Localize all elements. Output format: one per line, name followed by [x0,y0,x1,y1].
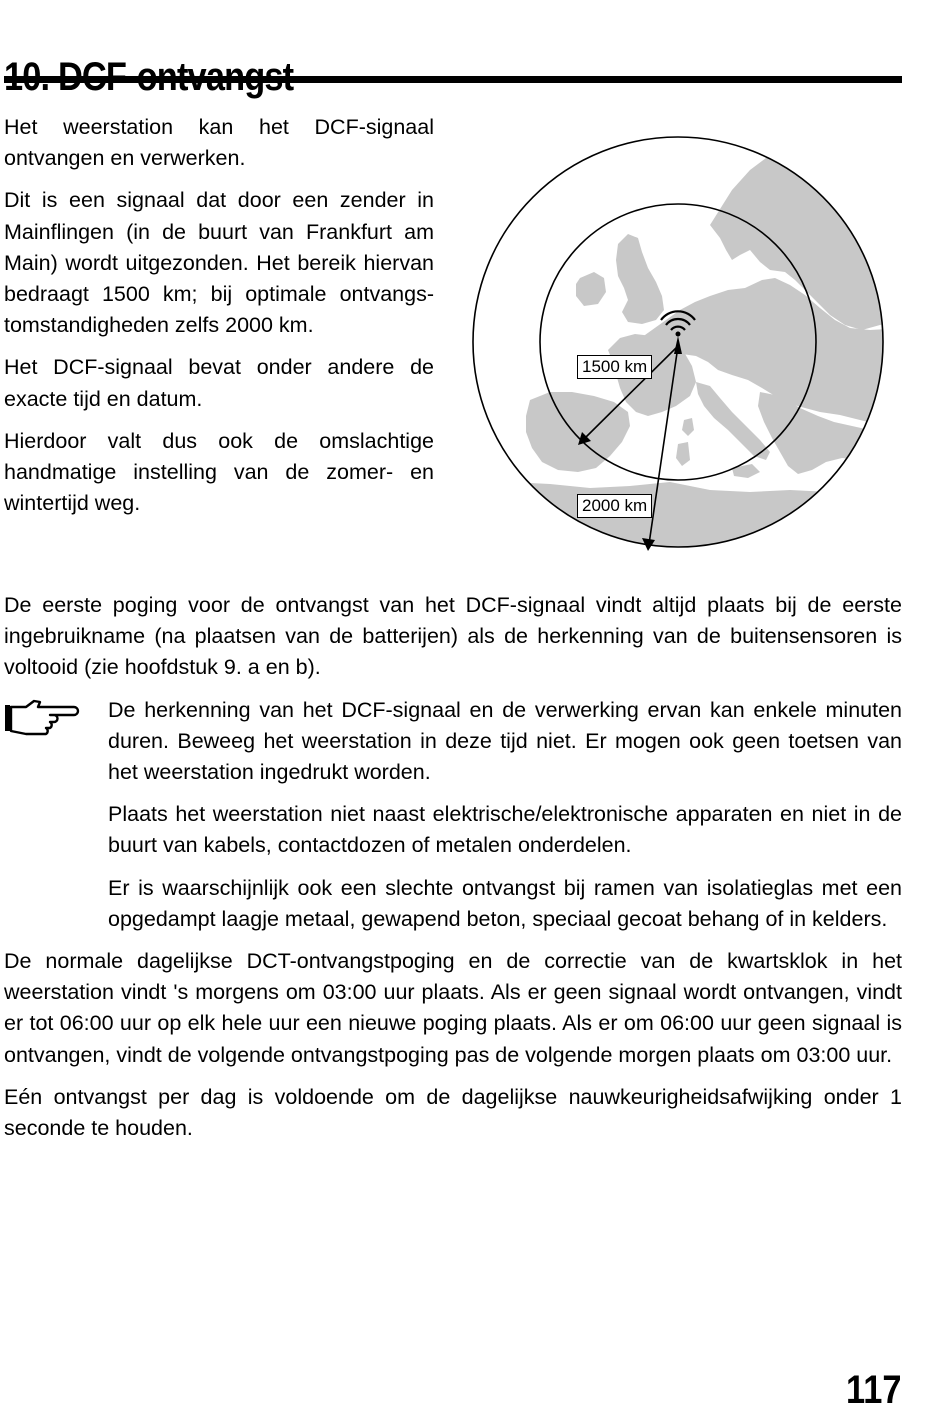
note-block [4,695,902,935]
europe-map-graphic [470,130,902,562]
note-paragraph-3: Er is waarschijnlijk ook een slechte ontvangst bij ramen van isolatieglas met een opgedampt laagje metaal, gewapend beton, speciaal gecoat behang of in kelders. [108,875,902,931]
note-paragraph-2: Plaats het weerstation niet naast elektrische/elektronische apparaten en niet in de buurt van kabels, contactdozen of metalen onderdelen. [108,802,902,858]
range-label-2000: 2000 km [577,494,652,518]
main-text [4,590,902,1155]
dcf-range-map [470,130,902,562]
pointing-hand-icon [4,697,80,737]
heading-rule [4,76,902,83]
first-attempt-paragraph: De eerste poging voor de ontvangst van het DCF-signaal vindt altijd plaats bij de eerste ingebruikname (na plaatsen van de batterijen) als de herkenning van de buitensensoren is voltooid (zie hoofdstuk 9. a en b). [4,593,902,680]
closing-paragraph-2: Eén ontvangst per dag is voldoende om de dagelijkse nauwkeurigheidsafwijking onder 1 seconde te houden. [4,1084,902,1141]
page-number: 117 [846,1368,902,1412]
range-label-1500: 1500 km [577,355,652,379]
closing-paragraph-1: De normale dagelijkse DCT-ontvangstpoging en de correctie van de kwartsklok in het weerstation vindt 's morgens om 03:00 uur plaats. Als er geen signaal wordt ontvangen, vindt er tot 06:00 uur op elk hele uur een nieuwe poging plaats. Als er om 06:00 uur geen signaal is ontvangen, vindt de volgende ontvangstpoging pas de volgende morgen plaats om 03:00 uur. [4,949,902,1067]
intro-paragraph-4: Hierdoor valt dus ook de omslachtige handmatige instelling van de zomer- en wintertijd weg. [4,428,434,516]
intro-paragraph-1: Het weerstation kan het DCF-signaal ontvangen en verwerken. [4,115,434,171]
intro-paragraph-2: Dit is een signaal dat door een zender in Mainflingen (in de buurt van Frankfurt am Main) wordt uitgezonden. Het bereik hiervan bedraagt 1500 km; bij optimale ontvangs-tomstandigheden zelfs 2000 km. [4,188,434,338]
intro-paragraph-3: Het DCF-signaal bevat onder andere de exacte tijd en datum. [4,355,434,411]
intro-text [4,112,434,530]
note-paragraph-1: De herkenning van het DCF-signaal en de verwerking ervan kan enkele minuten duren. Beweeg het weerstation in deze tijd niet. Er mogen ook geen toetsen van het weerstation ingedrukt worden. [108,697,902,785]
